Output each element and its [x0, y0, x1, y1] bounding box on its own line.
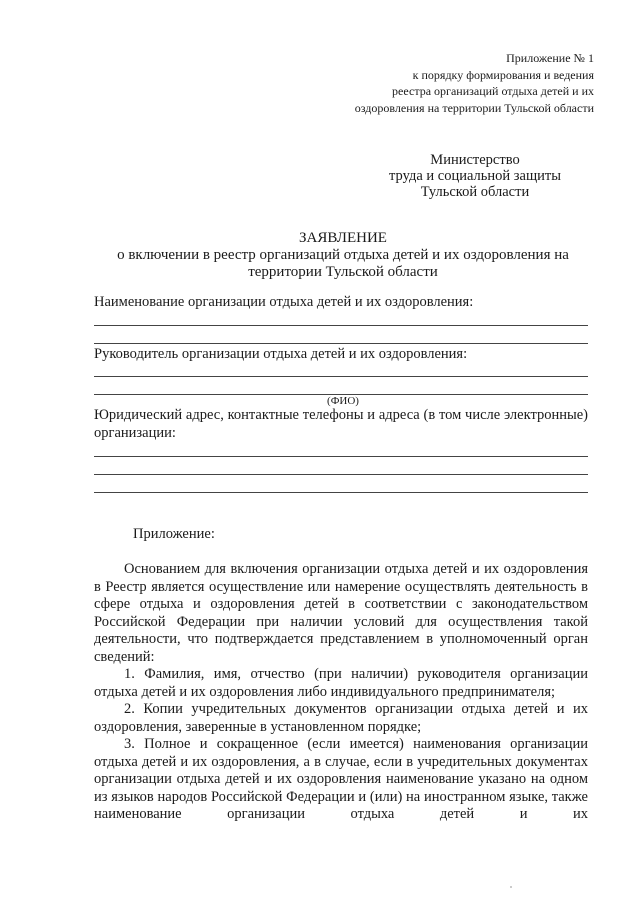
- org-name-fill-line[interactable]: [94, 325, 588, 326]
- address-label: [94, 407, 588, 442]
- address-fill-line[interactable]: [94, 456, 588, 457]
- appendix-line: реестра организаций отдыха детей и их: [392, 84, 594, 98]
- org-name-label: Наименование организации отдыха детей и их оздоровления:: [94, 294, 474, 310]
- fio-caption: (ФИО): [327, 395, 359, 407]
- appendix-line: к порядку формирования и ведения: [412, 67, 594, 82]
- addressee-line: труда и социальной защиты: [389, 168, 561, 184]
- attachment-label: Приложение:: [133, 526, 215, 542]
- org-name-fill-line[interactable]: [94, 343, 588, 344]
- address-fill-line[interactable]: [94, 492, 588, 493]
- document-subtitle-line: территории Тульской области: [248, 264, 438, 280]
- list-item-3: 3. Полное и сокращенное (если имеется) наименования организации отдыха детей и их оздоровления, а в случае, если в учредительных документах организации отдыха детей и их оздоровления наименование указано на одном из языков народов Российской Федерации и (или) на иностранном языке, также наименование организации отдыха детей и их: [94, 736, 588, 822]
- addressee-line: Тульской области: [420, 184, 530, 200]
- address-fill-line[interactable]: [94, 474, 588, 475]
- list-item-1: 1. Фамилия, имя, отчество (при наличии) руководителя организации отдыха детей и их оздоровления либо индивидуального предпринимателя;: [94, 666, 588, 700]
- list-item-2: 2. Копии учредительных документов организации отдыха детей и их оздоровления, заверенные в установленном порядке;: [94, 701, 588, 735]
- appendix-line: оздоровления на территории Тульской области: [354, 100, 594, 115]
- document-title: ЗАЯВЛЕНИЕ: [299, 230, 387, 246]
- head-fill-line[interactable]: [94, 376, 588, 377]
- basis-paragraph: Основанием для включения организации отдыха детей и их оздоровления в Реестр является осуществление или намерение осуществлять деятельность в сфере отдыха и оздоровления детей в соответствии с законодательством Российской Федерации при наличии условий для осуществления такой деятельности, что подтверждается представлением в уполномоченный орган сведений:: [94, 561, 588, 665]
- document-subtitle-line: о включении в реестр организаций отдыха детей и их оздоровления на: [117, 247, 569, 263]
- address-label-text: Юридический адрес, контактные телефоны и адреса (в том числе электронные) организации:: [94, 407, 588, 441]
- addressee-block: [380, 152, 570, 200]
- head-label: Руководитель организации отдыха детей и их оздоровления:: [94, 346, 468, 362]
- scan-speck: [510, 886, 512, 888]
- addressee-line: Министерство: [430, 152, 520, 168]
- appendix-header: [355, 50, 594, 116]
- basis-section: [94, 561, 588, 824]
- appendix-line: Приложение № 1: [506, 51, 594, 65]
